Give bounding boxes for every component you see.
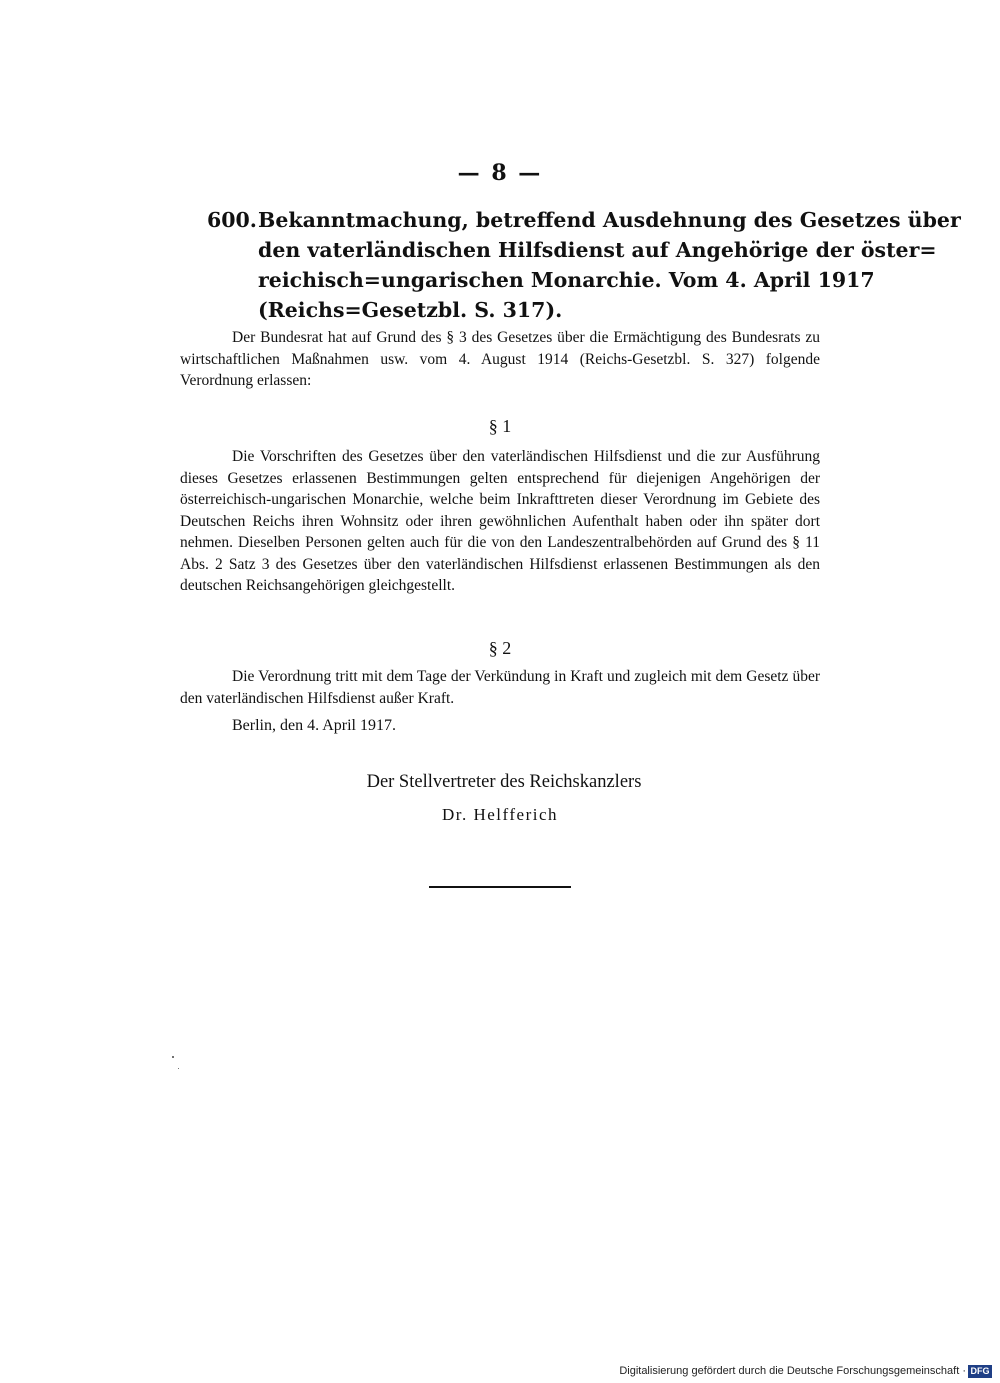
document-title [180,205,961,325]
signatory-title: Der Stellvertreter des Reichskanzlers [366,772,642,792]
section-heading-1: § 1 [488,416,512,436]
dfg-logo: DFG [968,1365,992,1378]
section-text-2: Die Verordnung tritt mit dem Tage der Verkündung in Kraft und zugleich mit dem Gesetz über den vaterländischen Hilfsdienst außer Kraft. [180,668,820,707]
digitization-credit: Digitalisierung gefördert durch die Deutsche Forschungsgemeinschaft · [619,1365,966,1377]
preamble-paragraph: Der Bundesrat hat auf Grund des § 3 des Gesetzes über die Ermächtigung des Bundesrats zu wirtschaftlichen Maßnahmen usw. vom 4. August 1914 (Reichs-Gesetzbl. S. 327) folgende Verordnung erlassen: [180,329,820,389]
scan-speck [172,1056,174,1058]
title-line-1: Bekanntmachung, betreffend Ausdehnung des Gesetzes über [258,208,961,232]
title-line-4: (Reichs=Gesetzbl. S. 317). [258,298,563,322]
dateline: Berlin, den 4. April 1917. [232,717,396,734]
closing-rule [429,886,571,888]
signatory-name: Dr. Helfferich [441,805,559,824]
page-number: — 8 — [457,160,543,186]
scan-speck [178,1068,179,1069]
section-heading-2: § 2 [488,638,512,658]
title-line-3: reichisch=ungarischen Monarchie. Vom 4. April 1917 [258,268,875,292]
title-number: 600. [207,208,257,232]
title-line-2: den vaterländischen Hilfsdienst auf Angehörige der öster= [258,238,937,262]
section-text-1: Die Vorschriften des Gesetzes über den vaterländischen Hilfsdienst und die zur Ausführung dieses Gesetzes erlassenen Bestimmungen gelten entsprechend für diejenigen Angehörigen der österreichisch-ungarischen Monarchie, welche beim Inkrafttreten dieser Verordnung im Gebiete des Deutschen Reichs ihren Wohnsitz oder ihren gewöhnlichen Aufenthalt haben oder ihn später dort nehmen. Dieselben Personen gelten auch für die von den Landeszentralbehörden auf Grund des § 11 Abs. 2 Satz 3 des Gesetzes über den vaterländischen Hilfsdienst erlassenen Bestimmungen als den deutschen Reichsangehörigen gleichgestellt. [180,448,820,594]
